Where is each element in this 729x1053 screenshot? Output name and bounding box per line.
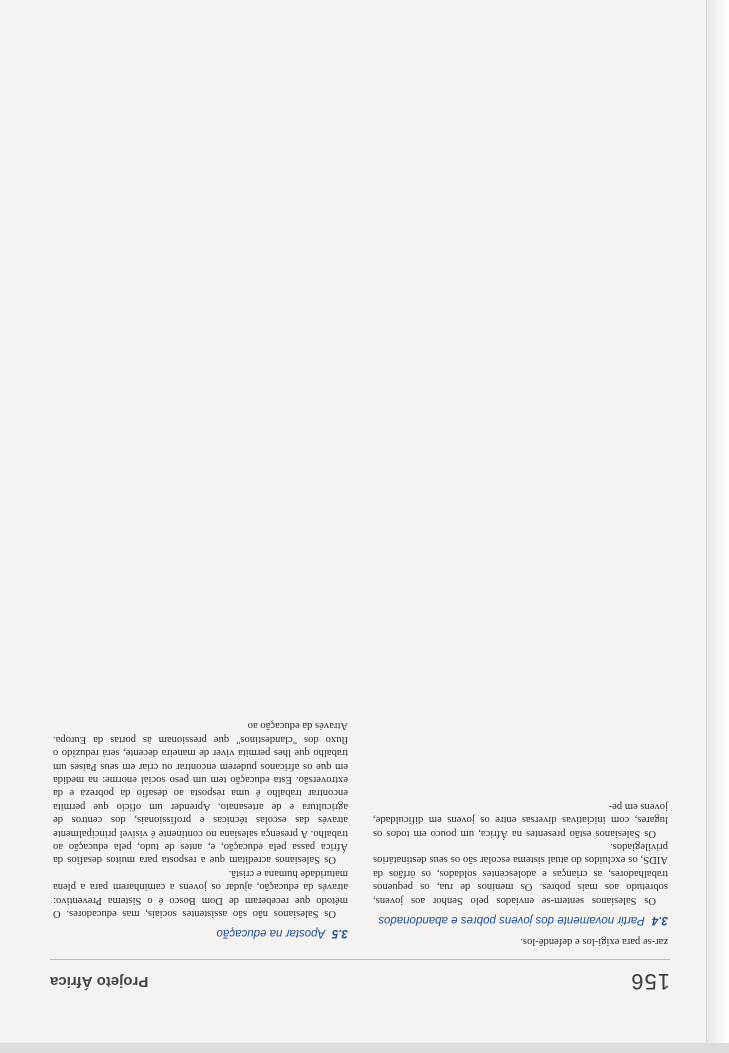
paragraph: Os Salesianos estão presentes na África, um pouco em todos os lugares, com iniciativas diversas entre os jovens em dificuldade, jovens em pe- xyxy=(373,800,668,839)
section-heading-3-5 xyxy=(53,926,348,940)
right-column xyxy=(53,719,348,948)
section-title: Partir novamente dos jovens pobres e abandonados xyxy=(378,913,645,926)
running-title: Projeto África xyxy=(50,973,149,990)
scan-bottom-edge xyxy=(0,1043,729,1053)
page-number: 156 xyxy=(630,969,670,994)
paragraph: Os Salesianos acreditam que a resposta para muitos desafios da África passa pela educação, e, antes de tudo, pela educação ao trabalho. A presença salesiana no continente é visível principalmente através das escolas técnicas e profissionais, dos centros de agricultura e de artesanato. Aprender um ofício que permita encontrar trabalho é uma resposta ao desafio da pobreza e da extroversão. Esta educação tem um peso social enorme: na medida em que os africanos puderem encontrar ou criar em seus Países um trabalho que lhes permita viver de maneira decente, será reduzido o fluxo dos "clandestinos" que pressionam às portas da Europa. Através da educação ao xyxy=(53,720,348,866)
page-edge xyxy=(706,0,729,1053)
paragraph: Os Salesianos não são assistentes sociais, mas educadores. O método que receberam de Dom Bosco é o Sistema Preventivo: através da educação, ajudar os jovens a caminharem para a plena maturidade humana e cristã. xyxy=(53,867,348,919)
paragraph: zar-se para exigi-los e defendê-los. xyxy=(520,936,668,947)
section-number: 3.5 xyxy=(332,927,348,939)
page-header xyxy=(50,959,670,1000)
left-column xyxy=(373,799,668,948)
rotated-page-content xyxy=(20,60,700,1010)
paragraph: Os Salesianos sentem-se enviados pelo Senhor aos jovens, sobretudo aos mais pobres. Os meninos de rua, os pequenos trabalhadores, as crianças e adolescentes soldados, os órfãos da AIDS, os excluídos do atual sistema escolar são os seus destinatários privilegiados. xyxy=(373,840,668,906)
section-title: Apostar na educação xyxy=(216,927,326,939)
section-number: 3.4 xyxy=(652,913,668,926)
section-heading-3-4 xyxy=(373,913,668,927)
